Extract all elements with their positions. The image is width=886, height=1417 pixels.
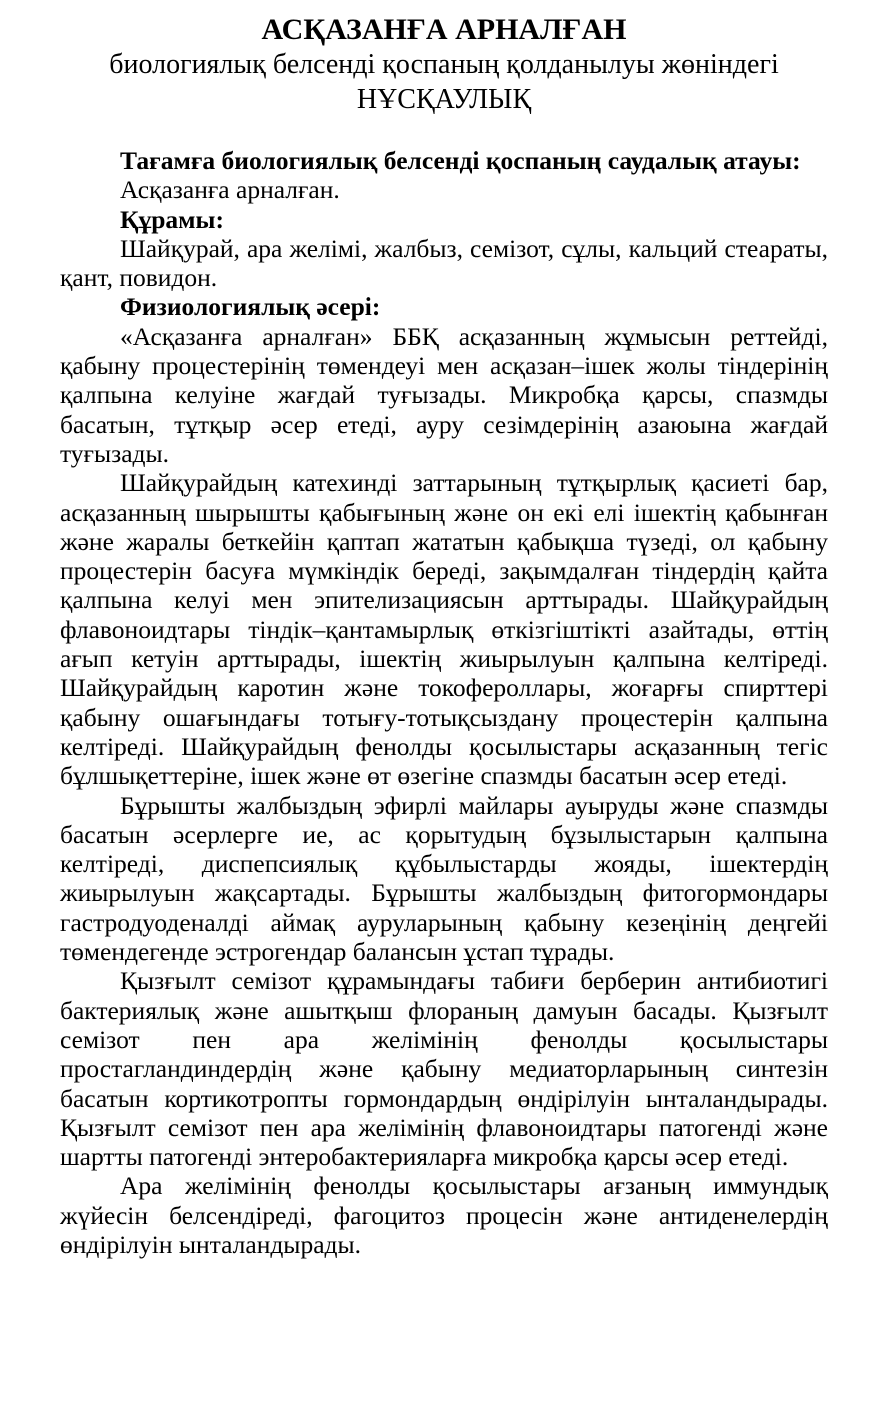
page-title: АСҚАЗАНҒА АРНАЛҒАН: [261, 13, 627, 46]
effect-paragraph: Ара желімінің фенолды қосылыстары ағзаның иммундық жүйесін белсендіреді, фагоцитоз процесін және антиденелердің өндірілуін ынталандырады.: [60, 1171, 828, 1259]
page-subtitle: биологиялық белсенді қоспаның қолданылуы жөніндегі: [109, 49, 779, 80]
composition-text: Шайқурай, ара желімі, жалбыз, семізот, сұлы, кальций стеараты, қант, повидон.: [60, 233, 828, 293]
physiological-effect-heading: Физиологиялық әсері:: [120, 292, 381, 322]
effect-paragraph: Бұрышты жалбыздың эфирлі майлары ауыруды және спазмды басатын әсерлерге ие, ас қорытудың бұзылыстарын қалпына келтіреді, диспепсиялық құбылыстарды жояды, ішектердің жиырылуын жақсартады. Бұрышты жалбыздың фитогормондары гастродуоденалді аймақ ауруларының қабыну кезеңінің деңгейі төмендегенде эстрогендар балансын ұстап тұрады.: [60, 790, 828, 967]
instruction-page: [60, 12, 828, 1259]
effect-paragraph: Қызғылт семізот құрамындағы табиғи берберин антибиотигі бактериялық және ашытқыш флораның дамуын басады. Қызғылт семізот пен ара желімінің фенолды қосылыстары простагландиндердің және қабыну медиаторларының синтезін басатын кортикотропты гормондардың өндірілуін ынталандырады. Қызғылт семізот пен ара желімінің флавоноидтары патогенді және шартты патогенді энтеробактерияларға микробқа қарсы әсер етеді.: [60, 966, 828, 1172]
trade-name-heading: Тағамға биологиялық белсенді қоспаның саудалық атауы:: [120, 146, 801, 175]
effect-paragraph: «Асқазанға арналған» ББҚ асқазанның жұмысын реттейді, қабыну процестерінің төмендеуі мен асқазан–ішек жолы тіндерінің қалпына келуіне жағдай туғызады. Микробқа қарсы, спазмды басатын, тұтқыр әсер етеді, ауру сезімдерінің азаюына жағдай туғызады.: [60, 321, 828, 468]
effect-paragraph: Шайқурайдың катехинді заттарының тұтқырлық қасиеті бар, асқазанның шырышты қабығының және он екі елі ішектің қабынған және жаралы беткейін қаптап жататын қабықша түзеді, ол қабыну процестерін басуға мүмкіндік береді, зақымдалған тіндердің қайта қалпына келуі мен эпителизациясын арттырады. Шайқурайдың флавоноидтары тіндік–қантамырлық өткізгіштікті азайтады, өттің ағып кетуін арттырады, ішектің жиырылуын қалпына келтіреді. Шайқурайдың каротин және токофероллары, жоғарғы спирттері қабыну ошағындағы тотығу-тотықсыздану процестерін қалпына келтіреді. Шайқурайдың фенолды қосылыстары асқазанның тегіс бұлшықеттеріне, ішек және өт өзегіне спазмды басатын әсер етеді.: [60, 468, 828, 791]
composition-heading: Құрамы:: [120, 204, 224, 234]
document-type: НҰСҚАУЛЫҚ: [356, 84, 532, 115]
document-body: [60, 146, 828, 1259]
trade-name-text: Асқазанға арналған.: [120, 175, 340, 205]
